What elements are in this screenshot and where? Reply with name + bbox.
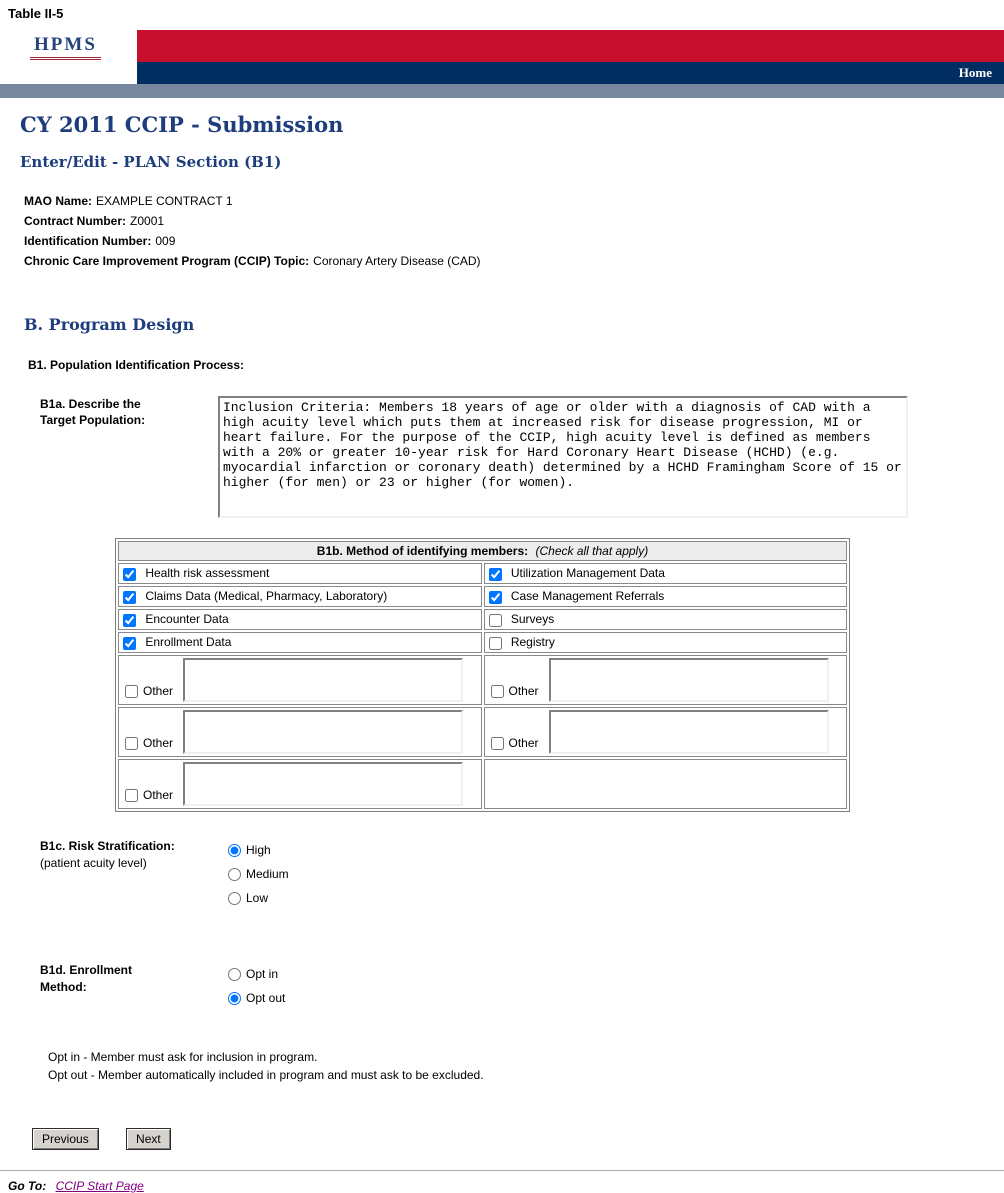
table-row	[118, 632, 847, 653]
textarea-other-4[interactable]	[549, 710, 829, 754]
checkbox-other-4[interactable]	[491, 737, 504, 750]
target-population-textarea[interactable]	[218, 396, 908, 518]
section-b1-subheading: B1. Population Identification Process:	[28, 358, 245, 372]
ccip-start-page-link[interactable]: CCIP Start Page	[55, 1179, 144, 1193]
b1d-options	[228, 962, 285, 1010]
checkbox-label: Case Management Referrals	[510, 589, 665, 604]
ccip-topic-label: Chronic Care Improvement Program (CCIP) Topic:	[24, 254, 310, 268]
table-row	[118, 759, 847, 809]
checkbox-other-5[interactable]	[125, 789, 138, 802]
checkbox-label: Claims Data (Medical, Pharmacy, Laboratory)	[145, 589, 388, 604]
header-red-bar	[137, 30, 1004, 62]
hpms-logo[interactable]: HPMS	[30, 34, 101, 60]
checkbox-label: Surveys	[510, 612, 555, 627]
navigation-buttons	[32, 1128, 1004, 1150]
header-navy-bar	[137, 62, 1004, 84]
b1c-options	[228, 838, 289, 910]
mao-name-label: MAO Name:	[24, 194, 93, 208]
note-opt-in: Opt in - Member must ask for inclusion in program.	[48, 1050, 318, 1064]
info-row-identification-number	[24, 231, 1004, 251]
radio-low[interactable]	[228, 892, 241, 905]
b1c-label: B1c. Risk Stratification: (patient acuity level)	[40, 839, 175, 870]
table-row	[118, 586, 847, 607]
empty-cell	[484, 759, 848, 809]
other-label: Other	[508, 684, 539, 698]
radio-label-medium: Medium	[246, 867, 289, 881]
checkbox-label: Utilization Management Data	[510, 566, 665, 581]
contract-info-block	[24, 191, 1004, 271]
identification-number-value: 009	[155, 234, 176, 248]
textarea-other-1[interactable]	[183, 658, 463, 702]
radio-label-opt-out: Opt out	[246, 991, 286, 1005]
radio-label-opt-in: Opt in	[246, 967, 279, 981]
b1b-header-hint: (Check all that apply)	[535, 544, 649, 558]
radio-label-low: Low	[246, 891, 269, 905]
mao-name-value: EXAMPLE CONTRACT 1	[96, 194, 233, 208]
b1d-label: B1d. Enrollment Method:	[40, 963, 133, 994]
radio-medium[interactable]	[228, 868, 241, 881]
previous-button[interactable]: Previous	[32, 1128, 99, 1150]
info-row-mao-name	[24, 191, 1004, 211]
goto-label: Go To:	[8, 1179, 47, 1193]
checkbox-label: Enrollment Data	[145, 635, 232, 650]
checkbox-encounter-data[interactable]	[123, 614, 136, 627]
home-link[interactable]: Home	[958, 65, 992, 80]
next-button[interactable]: Next	[126, 1128, 171, 1150]
b1d-field	[40, 962, 1004, 1010]
note-opt-out: Opt out - Member automatically included in program and must ask to be excluded.	[48, 1068, 484, 1082]
other-label: Other	[143, 736, 174, 750]
section-b-heading: B. Program Design	[24, 315, 195, 334]
checkbox-claims-data[interactable]	[123, 591, 136, 604]
other-label: Other	[143, 788, 174, 802]
checkbox-other-3[interactable]	[125, 737, 138, 750]
checkbox-enrollment-data[interactable]	[123, 637, 136, 650]
textarea-other-3[interactable]	[183, 710, 463, 754]
b1a-label: B1a. Describe the Target Population:	[40, 397, 146, 427]
ccip-topic-value: Coronary Artery Disease (CAD)	[313, 254, 481, 268]
radio-opt-in[interactable]	[228, 968, 241, 981]
checkbox-surveys[interactable]	[489, 614, 502, 627]
other-label: Other	[143, 684, 174, 698]
textarea-other-5[interactable]	[183, 762, 463, 806]
checkbox-registry[interactable]	[489, 637, 502, 650]
checkbox-health-risk-assessment[interactable]	[123, 568, 136, 581]
b1b-method-table	[115, 538, 850, 812]
b1b-header-text: B1b. Method of identifying members:	[316, 544, 529, 558]
checkbox-utilization-management-data[interactable]	[489, 568, 502, 581]
b1a-field	[40, 396, 1004, 518]
b1c-field	[40, 838, 1004, 910]
page-title: CY 2011 CCIP - Submission	[20, 112, 344, 137]
contract-number-value: Z0001	[130, 214, 165, 228]
table-label: Table II-5	[8, 6, 64, 21]
table-row	[118, 655, 847, 705]
identification-number-label: Identification Number:	[24, 234, 152, 248]
page-header	[0, 0, 1004, 98]
header-gray-bar	[0, 84, 1004, 98]
checkbox-label: Registry	[510, 635, 555, 650]
contract-number-label: Contract Number:	[24, 214, 127, 228]
checkbox-other-2[interactable]	[491, 685, 504, 698]
enrollment-method-notes	[48, 1048, 1004, 1084]
info-row-contract-number	[24, 211, 1004, 231]
radio-label-high: High	[246, 843, 271, 857]
checkbox-label: Health risk assessment	[145, 566, 270, 581]
table-row	[118, 707, 847, 757]
table-row	[118, 609, 847, 630]
checkbox-case-management-referrals[interactable]	[489, 591, 502, 604]
radio-high[interactable]	[228, 844, 241, 857]
page-footer	[0, 1170, 1004, 1193]
info-row-ccip-topic	[24, 251, 1004, 271]
table-row	[118, 563, 847, 584]
radio-opt-out[interactable]	[228, 992, 241, 1005]
checkbox-other-1[interactable]	[125, 685, 138, 698]
other-label: Other	[508, 736, 539, 750]
page-subtitle: Enter/Edit - PLAN Section (B1)	[20, 153, 282, 171]
textarea-other-2[interactable]	[549, 658, 829, 702]
b1b-table-header	[118, 541, 847, 561]
checkbox-label: Encounter Data	[145, 612, 229, 627]
